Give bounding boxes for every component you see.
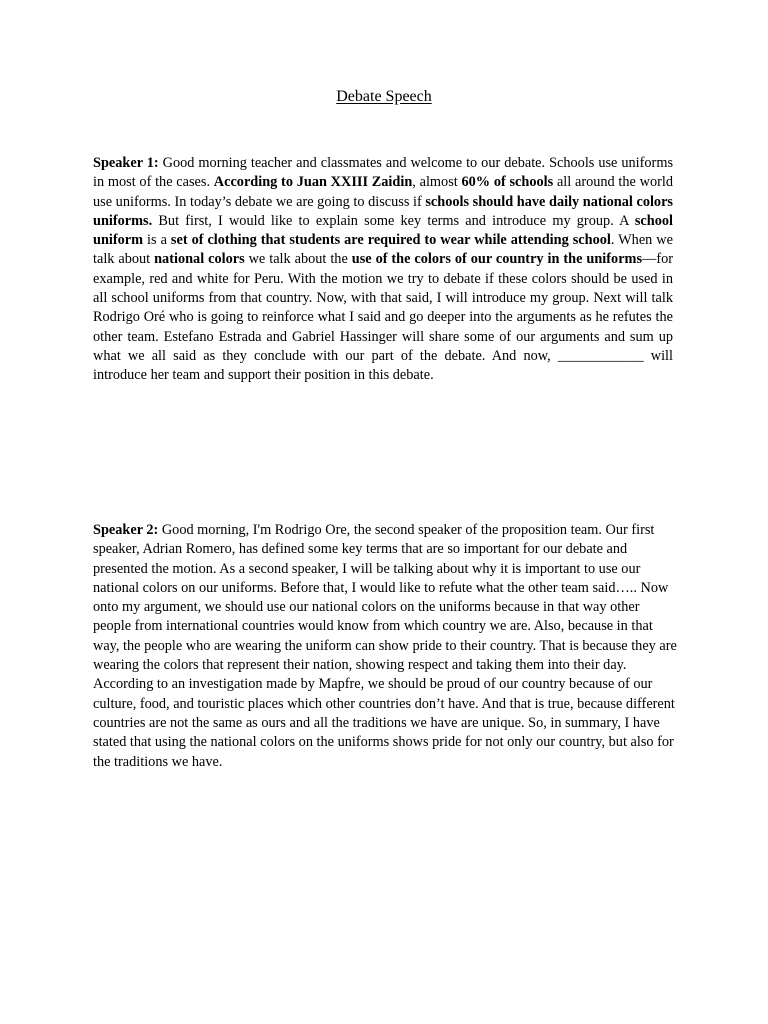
speaker-1-text: Good morning teacher and classmates and welcome to our debate. Schools use uniforms in most of the cases.	[93, 155, 674, 191]
speaker-1-paragraph	[93, 154, 673, 386]
speaker-1-text: all around the world use uniforms. In today’s debate we are going to discuss if	[93, 174, 674, 210]
speaker-1-emphasis: set of clothing that students are required to wear while attending school	[170, 232, 611, 249]
speaker-1-label: Speaker 1:	[93, 155, 159, 171]
speaker-1-emphasis: national colors	[154, 251, 245, 268]
speaker-2-label: Speaker 2:	[93, 522, 159, 538]
speaker-1-emphasis: use of the colors of our country in the uniforms	[351, 251, 643, 268]
speaker-1-text: But first, I would like to explain some key terms and introduce my group. A	[152, 212, 635, 229]
speaker-1-emphasis: school uniform	[93, 212, 673, 249]
speaker-1-text: is a	[143, 232, 171, 249]
speaker-1-text: , almost	[412, 174, 462, 191]
speaker-1-emphasis: According to Juan XXIII Zaidin	[213, 174, 413, 191]
speaker-2-paragraph	[93, 521, 678, 772]
speaker-1-emphasis: 60% of schools	[461, 174, 554, 191]
speaker-1-emphasis: schools should have daily national colors uniforms.	[93, 193, 673, 229]
speaker-1-text: . When we talk about	[93, 232, 673, 268]
page-title: Debate Speech	[336, 88, 432, 105]
speaker-1-text: we talk about the	[244, 251, 352, 268]
speaker-2-text: Good morning, I'm Rodrigo Ore, the second speaker of the proposition team. Our first speaker, Adrian Romero, has defined some key terms that are so important for our debate and presented the motion. As a second speaker, I will be talking about why it is important to use our national colors on our uniforms. Before that, I would like to refute what the other team said….. Now onto my argument, we should use our national colors on the uniforms because in that way other people from international countries would know from which country we are. Also, because in that way, the people who are wearing the uniform can show pride to their country. That is because they are wearing the colors that represent their nation, showing respect and taking them into their day. According to an investigation made by Mapfre, we should be proud of our country because of our culture, food, and touristic places which other countries don’t have. And that is true, because different countries are not the same as ours and all the traditions we have are unique. So, in summary, I have stated that using the national colors on the uniforms shows pride for not only our country, but also for the traditions we have.	[93, 522, 677, 770]
speaker-1-text: —for example, red and white for Peru. With the motion we try to debate if these colors should be used in all school uniforms from that country. Now, with that said, I will introduce my group. Next will talk Rodrigo Oré who is going to reinforce what I said and go deeper into the arguments as he refutes the other team. Estefano Estrada and Gabriel Hassinger will share some of our arguments and sum up what we all said as they conclude with our part of the debate. And now, ____________ will introduce her team and support their position in this debate.	[93, 251, 673, 384]
